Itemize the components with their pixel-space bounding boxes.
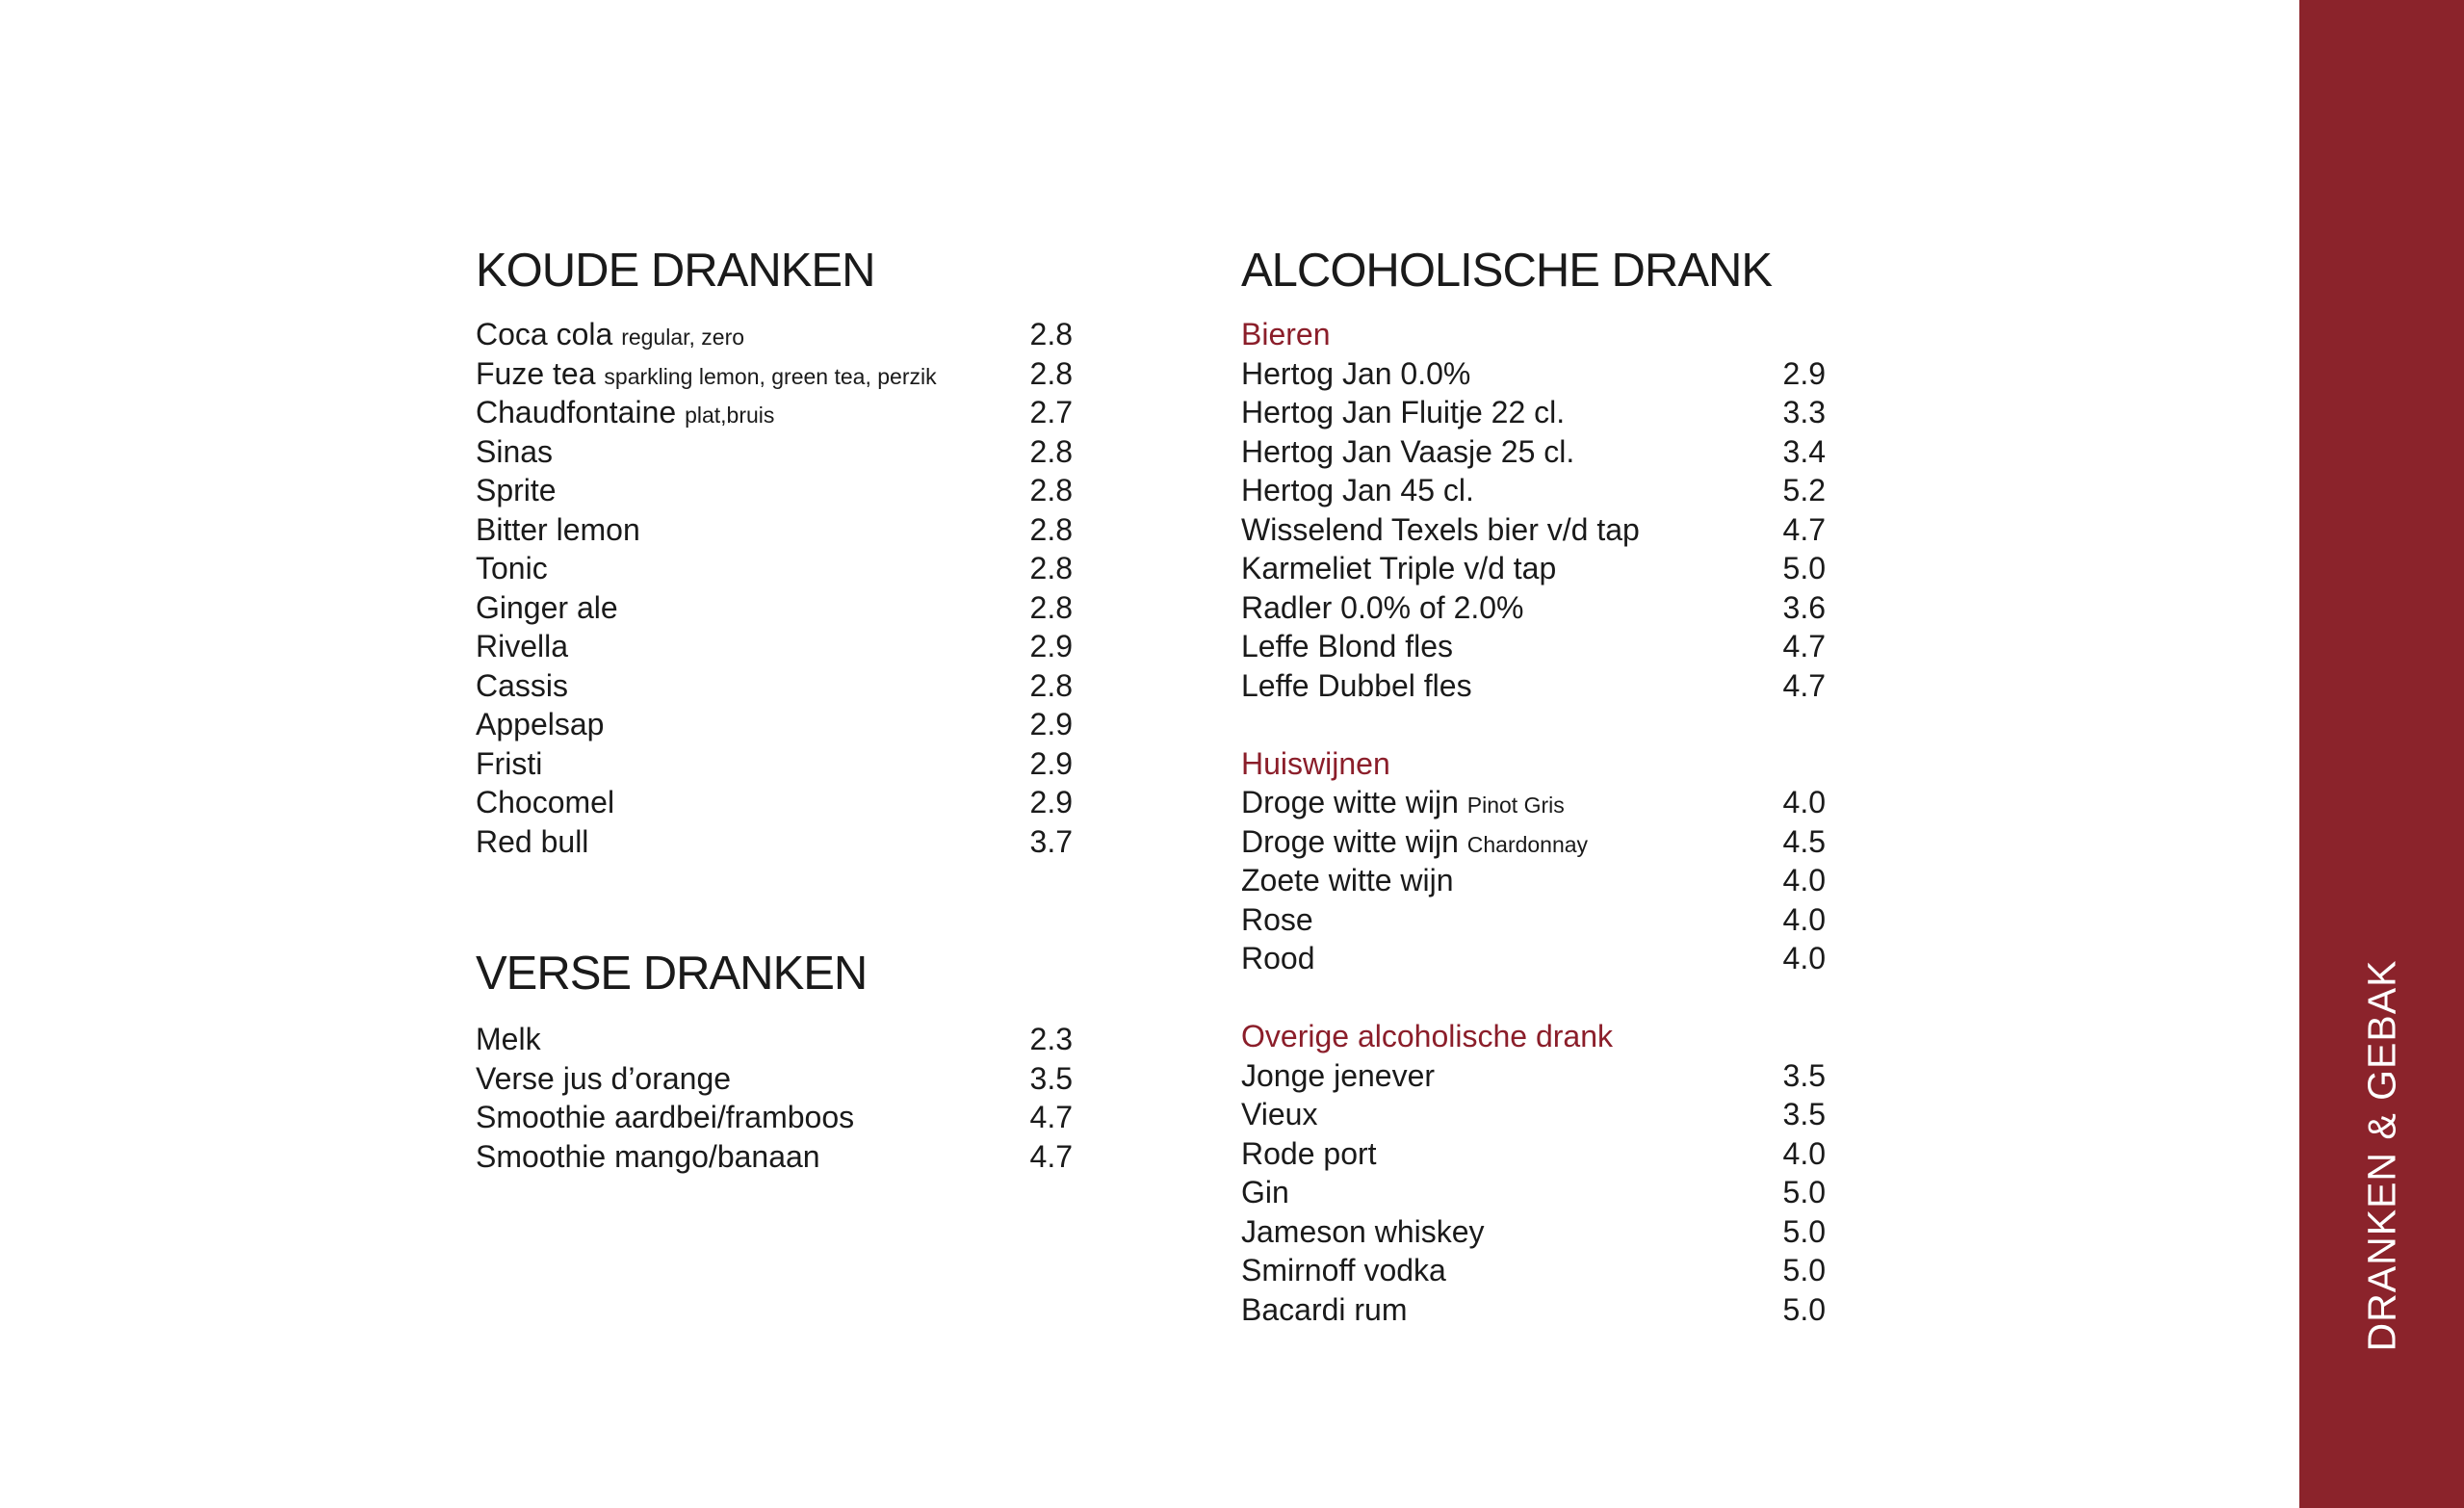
menu-item-name: Smirnoff vodka bbox=[1241, 1253, 1446, 1287]
menu-item-label bbox=[476, 783, 614, 822]
menu-item-label bbox=[476, 1020, 541, 1059]
menu-item-name: Jonge jenever bbox=[1241, 1057, 1436, 1093]
menu-item-label bbox=[476, 354, 937, 397]
verse-dranken-list bbox=[476, 1020, 1073, 1176]
menu-item-name: Leffe Dubbel fles bbox=[1241, 667, 1472, 703]
menu-item-price: 3.6 bbox=[1782, 589, 1826, 625]
menu-item-label bbox=[1241, 1095, 1317, 1134]
menu-item-price: 4.5 bbox=[1782, 823, 1826, 859]
menu-item bbox=[1241, 822, 1826, 862]
menu-item bbox=[1241, 900, 1826, 940]
menu-item bbox=[476, 393, 1073, 432]
menu-item-price: 2.9 bbox=[1782, 355, 1826, 391]
group-heading: Bieren bbox=[1241, 317, 1331, 351]
menu-item-price: 5.0 bbox=[1782, 1253, 1826, 1287]
menu-item bbox=[1241, 861, 1826, 900]
menu-item-label bbox=[1241, 432, 1574, 472]
menu-item bbox=[1241, 510, 1826, 550]
menu-item-label bbox=[1241, 393, 1565, 432]
menu-item-name: Red bull bbox=[476, 823, 589, 859]
left-column bbox=[476, 236, 1073, 1176]
menu-item-name: Rose bbox=[1241, 901, 1313, 937]
menu-item-label bbox=[1241, 900, 1313, 940]
menu-item bbox=[476, 744, 1073, 784]
menu-item-label bbox=[476, 627, 568, 666]
menu-item-name: Melk bbox=[476, 1022, 541, 1056]
menu-item-label bbox=[1241, 1251, 1446, 1290]
menu-item-name: Smoothie mango/banaan bbox=[476, 1138, 820, 1174]
drink-group bbox=[1241, 315, 1826, 705]
menu-item-price: 2.8 bbox=[1029, 473, 1073, 507]
menu-item-label bbox=[476, 1059, 731, 1099]
drink-group bbox=[1241, 744, 1826, 978]
menu-item bbox=[476, 1137, 1073, 1177]
menu-item-detail: plat,bruis bbox=[685, 403, 775, 428]
menu-item-price: 5.2 bbox=[1782, 473, 1826, 507]
menu-item-price: 2.8 bbox=[1029, 511, 1073, 547]
menu-item-price: 2.8 bbox=[1029, 433, 1073, 469]
menu-item-label bbox=[476, 1137, 820, 1177]
koude-dranken-list bbox=[476, 315, 1073, 861]
menu-item-price: 5.0 bbox=[1782, 1175, 1826, 1209]
menu-item-name: Sinas bbox=[476, 433, 554, 469]
menu-item-price: 2.8 bbox=[1029, 317, 1073, 351]
menu-item-label bbox=[1241, 588, 1524, 628]
menu-item-price: 2.3 bbox=[1029, 1022, 1073, 1056]
menu-item-label bbox=[1241, 471, 1474, 510]
menu-item-name: Chocomel bbox=[476, 785, 615, 819]
menu-item-name: Chaudfontaine bbox=[476, 395, 677, 429]
menu-item bbox=[476, 1098, 1073, 1137]
sidebar-band bbox=[2299, 0, 2464, 1508]
menu-item bbox=[1241, 627, 1826, 666]
menu-item bbox=[1241, 549, 1826, 588]
menu-item bbox=[476, 822, 1073, 862]
menu-item-label bbox=[476, 393, 774, 435]
menu-item-label bbox=[476, 666, 568, 706]
menu-item-price: 4.0 bbox=[1782, 1135, 1826, 1171]
menu-item bbox=[1241, 393, 1826, 432]
menu-item-label bbox=[1241, 822, 1588, 865]
menu-item-price: 2.9 bbox=[1029, 785, 1073, 819]
menu-item bbox=[1241, 1134, 1826, 1174]
menu-item-name: Zoete witte wijn bbox=[1241, 863, 1454, 897]
menu-item bbox=[1241, 471, 1826, 510]
menu-item-price: 3.5 bbox=[1029, 1060, 1073, 1096]
menu-item-name: Rivella bbox=[476, 629, 569, 663]
menu-item-name: Hertog Jan 45 cl. bbox=[1241, 473, 1474, 507]
menu-item-name: Bitter lemon bbox=[476, 511, 640, 547]
menu-item-name: Droge witte wijn bbox=[1241, 785, 1459, 819]
right-column bbox=[1241, 236, 1826, 1329]
menu-item-label bbox=[1241, 861, 1454, 900]
menu-item-label bbox=[1241, 1173, 1289, 1212]
menu-item-price: 4.0 bbox=[1782, 863, 1826, 897]
menu-item bbox=[1241, 1095, 1826, 1134]
menu-item-name: Sprite bbox=[476, 473, 557, 507]
menu-item bbox=[476, 549, 1073, 588]
drink-group bbox=[1241, 1017, 1826, 1329]
menu-item-name: Wisselend Texels bier v/d tap bbox=[1241, 511, 1640, 547]
menu-item-detail: sparkling lemon, green tea, perzik bbox=[604, 363, 937, 389]
menu-item bbox=[476, 354, 1073, 394]
menu-item-label bbox=[1241, 939, 1315, 978]
menu-item-label bbox=[1241, 627, 1453, 666]
menu-item-name: Jameson whiskey bbox=[1241, 1213, 1485, 1249]
menu-item-price: 2.7 bbox=[1029, 395, 1073, 429]
menu-item bbox=[1241, 666, 1826, 706]
menu-item bbox=[1241, 1173, 1826, 1212]
menu-item bbox=[476, 471, 1073, 510]
menu-item-price: 4.7 bbox=[1029, 1138, 1073, 1174]
menu-item-price: 4.7 bbox=[1782, 511, 1826, 547]
menu-item bbox=[476, 432, 1073, 472]
menu-item-price: 2.9 bbox=[1029, 707, 1073, 741]
menu-item-name: Bacardi rum bbox=[1241, 1291, 1408, 1327]
menu-item bbox=[1241, 1056, 1826, 1096]
menu-item-detail: Pinot Gris bbox=[1466, 793, 1565, 818]
menu-item bbox=[1241, 939, 1826, 978]
menu-item bbox=[1241, 783, 1826, 822]
alcoholische-drank-title: ALCOHOLISCHE DRANK bbox=[1241, 245, 1773, 297]
menu-item-name: Tonic bbox=[476, 551, 548, 585]
menu-item-label bbox=[1241, 1212, 1485, 1252]
menu-item-label bbox=[1241, 354, 1470, 394]
menu-item-name: Rode port bbox=[1241, 1135, 1377, 1171]
menu-item-price: 4.0 bbox=[1782, 941, 1826, 975]
menu-item-name: Smoothie aardbei/framboos bbox=[476, 1100, 855, 1134]
menu-item-label bbox=[476, 510, 640, 550]
menu-item-label bbox=[476, 471, 557, 510]
menu-item bbox=[476, 705, 1073, 744]
menu-item-price: 2.8 bbox=[1029, 551, 1073, 585]
menu-item-price: 3.4 bbox=[1782, 433, 1826, 469]
menu-item-label bbox=[1241, 549, 1556, 588]
menu-item-price: 5.0 bbox=[1782, 1291, 1826, 1327]
menu-item-name: Vieux bbox=[1241, 1097, 1318, 1131]
koude-dranken-title: KOUDE DRANKEN bbox=[476, 245, 875, 297]
menu-item bbox=[476, 666, 1073, 706]
alcoholische-drank-groups bbox=[1241, 315, 1826, 1329]
menu-item bbox=[1241, 588, 1826, 628]
menu-item-detail: regular, zero bbox=[621, 325, 745, 350]
menu-item-price: 3.5 bbox=[1782, 1057, 1826, 1093]
menu-item-label bbox=[476, 315, 744, 357]
menu-item-name: Cassis bbox=[476, 667, 569, 703]
menu-item bbox=[1241, 1251, 1826, 1290]
group-heading: Huiswijnen bbox=[1241, 745, 1390, 781]
menu-item-name: Gin bbox=[1241, 1175, 1289, 1209]
menu-item-name: Rood bbox=[1241, 941, 1315, 975]
menu-item-name: Ginger ale bbox=[476, 589, 618, 625]
menu-item-detail: Chardonnay bbox=[1466, 831, 1589, 857]
menu-item-name: Appelsap bbox=[476, 707, 605, 741]
menu-item-label bbox=[476, 1098, 854, 1137]
menu-item bbox=[1241, 432, 1826, 472]
menu-item-name: Karmeliet Triple v/d tap bbox=[1241, 551, 1557, 585]
menu-item-name: Radler 0.0% of 2.0% bbox=[1241, 589, 1524, 625]
menu-item-name: Coca cola bbox=[476, 317, 613, 351]
menu-item-label bbox=[476, 822, 588, 862]
menu-item-name: Droge witte wijn bbox=[1241, 823, 1459, 859]
group-heading: Overige alcoholische drank bbox=[1241, 1019, 1613, 1053]
menu-item-price: 4.0 bbox=[1782, 901, 1826, 937]
menu-item-label bbox=[1241, 666, 1472, 706]
menu-item bbox=[476, 627, 1073, 666]
menu-item bbox=[476, 510, 1073, 550]
menu-item-label bbox=[476, 744, 542, 784]
menu-item bbox=[1241, 1212, 1826, 1252]
menu-item-name: Verse jus d’orange bbox=[476, 1060, 732, 1096]
menu-item-name: Hertog Jan Fluitje 22 cl. bbox=[1241, 395, 1566, 429]
menu-item-price: 4.0 bbox=[1782, 785, 1826, 819]
menu-item bbox=[1241, 1290, 1826, 1330]
menu-item bbox=[476, 1020, 1073, 1059]
menu-item-price: 2.8 bbox=[1029, 667, 1073, 703]
menu-item-price: 5.0 bbox=[1782, 551, 1826, 585]
menu-item-price: 4.7 bbox=[1782, 629, 1826, 663]
menu-item-label bbox=[1241, 783, 1565, 825]
menu-item-label bbox=[476, 549, 548, 588]
menu-item-price: 2.8 bbox=[1029, 355, 1073, 391]
menu-item-label bbox=[476, 705, 604, 744]
menu-item-name: Hertog Jan 0.0% bbox=[1241, 355, 1471, 391]
menu-item-label bbox=[1241, 1134, 1377, 1174]
menu-item-price: 3.3 bbox=[1782, 395, 1826, 429]
menu-item-price: 3.5 bbox=[1782, 1097, 1826, 1131]
menu-item-name: Fuze tea bbox=[476, 355, 596, 391]
menu-item-price: 4.7 bbox=[1029, 1100, 1073, 1134]
menu-item-name: Leffe Blond fles bbox=[1241, 629, 1454, 663]
menu-item bbox=[1241, 354, 1826, 394]
menu-item-name: Hertog Jan Vaasje 25 cl. bbox=[1241, 433, 1575, 469]
verse-dranken-title: VERSE DRANKEN bbox=[476, 948, 868, 1000]
menu-item-name: Fristi bbox=[476, 745, 543, 781]
menu-item-label bbox=[1241, 510, 1640, 550]
menu-item-price: 2.9 bbox=[1029, 745, 1073, 781]
menu-item-price: 5.0 bbox=[1782, 1213, 1826, 1249]
menu-item-label bbox=[1241, 1290, 1408, 1330]
menu-item-price: 4.7 bbox=[1782, 667, 1826, 703]
menu-item-label bbox=[476, 588, 618, 628]
menu-item-price: 2.8 bbox=[1029, 589, 1073, 625]
menu-item bbox=[476, 315, 1073, 354]
menu-item bbox=[476, 1059, 1073, 1099]
menu-item bbox=[476, 783, 1073, 822]
menu-item-label bbox=[1241, 1056, 1435, 1096]
menu-item-price: 2.9 bbox=[1029, 629, 1073, 663]
menu-item-label bbox=[476, 432, 553, 472]
menu-item bbox=[476, 588, 1073, 628]
sidebar-label: DRANKEN & GEBAK bbox=[2359, 959, 2404, 1352]
menu-item-price: 3.7 bbox=[1029, 823, 1073, 859]
